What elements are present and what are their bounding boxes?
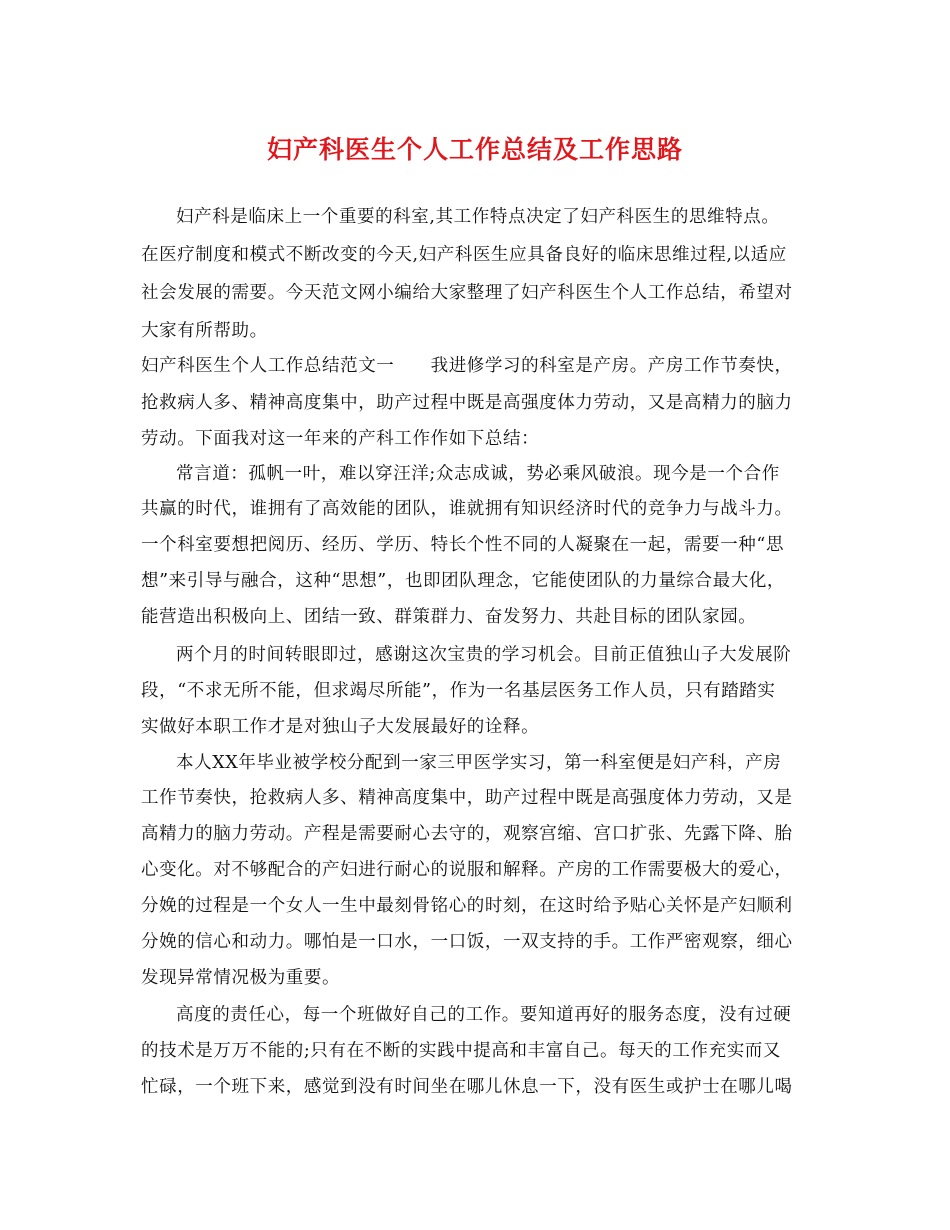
text-line: 发现异常情况极为重要。	[141, 968, 341, 988]
text-line: 常言道：孤帆一叶，难以穿汪洋;众志成诚，势必乘风破浪。现今是一个合作	[176, 464, 780, 484]
text-line: 段，“不求无所不能，但求竭尽所能”，作为一名基层医务工作人员，只有踏踏实	[141, 681, 776, 701]
text-line: 想”来引导与融合，这种“思想”，也即团队理念，它能使团队的力量综合最大化，	[141, 571, 786, 591]
text-line: 社会发展的需要。今天范文网小编给大家整理了妇产科医生个人工作总结，希望对	[141, 283, 793, 303]
text-line: 妇产科是临床上一个重要的科室,其工作特点决定了妇产科医生的思维特点。	[176, 207, 780, 227]
text-line: 分娩的过程是一个女人一生中最刻骨铭心的时刻，在这时给予贴心关怀是产妇顺利	[141, 896, 793, 916]
text-line: 工作节奏快，抢救病人多、精神高度集中，助产过程中既是高强度体力劳动，又是	[141, 788, 793, 808]
document-title: 妇产科医生个人工作总结及工作思路	[266, 135, 683, 164]
text-line: 抢救病人多、精神高度集中，助产过程中既是高强度体力劳动，又是高精力的脑力	[141, 393, 793, 413]
text-line: 心变化。对不够配合的产妇进行耐心的说服和解释。产房的工作需要极大的爱心，	[141, 860, 793, 880]
text-line: 在医疗制度和模式不断改变的今天,妇产科医生应具备良好的临床思维过程,以适应	[141, 245, 787, 265]
text-line: 的技术是万万不能的;只有在不断的实践中提高和丰富自己。每天的工作充实而又	[141, 1041, 781, 1061]
text-line: 高精力的脑力劳动。产程是需要耐心去守的，观察宫缩、宫口扩张、先露下降、胎	[141, 824, 793, 844]
text-line: 共赢的时代，谁拥有了高效能的团队，谁就拥有知识经济时代的竞争力与战斗力。	[141, 499, 793, 519]
text-line: 两个月的时间转眼即过，感谢这次宝贵的学习机会。目前正值独山子大发展阶	[176, 645, 792, 665]
text-line: 妇产科医生个人工作总结范文一 我进修学习的科室是产房。产房工作节奏快，	[141, 356, 793, 376]
text-line: 实做好本职工作才是对独山子大发展最好的诠释。	[141, 717, 540, 737]
text-line: 劳动。下面我对这一年来的产科工作作如下总结：	[141, 429, 540, 449]
text-line: 高度的责任心，每一个班做好自己的工作。要知道再好的服务态度，没有过硬	[176, 1005, 792, 1025]
text-line: 大家有所帮助。	[141, 321, 268, 341]
text-line: 一个科室要想把阅历、经历、学历、特长个性不同的人凝聚在一起，需要一种“思	[141, 535, 785, 555]
text-line: 能营造出积极向上、团结一致、群策群力、奋发努力、共赴目标的团队家园。	[141, 607, 757, 627]
text-line: 本人XX年毕业被学校分配到一家三甲医学实习，第一科室便是妇产科，产房	[176, 753, 782, 773]
text-line: 忙碌，一个班下来，感觉到没有时间坐在哪儿休息一下，没有医生或护士在哪儿喝	[141, 1077, 793, 1097]
text-line: 分娩的信心和动力。哪怕是一口水，一口饭，一双支持的手。工作严密观察，细心	[141, 932, 793, 952]
